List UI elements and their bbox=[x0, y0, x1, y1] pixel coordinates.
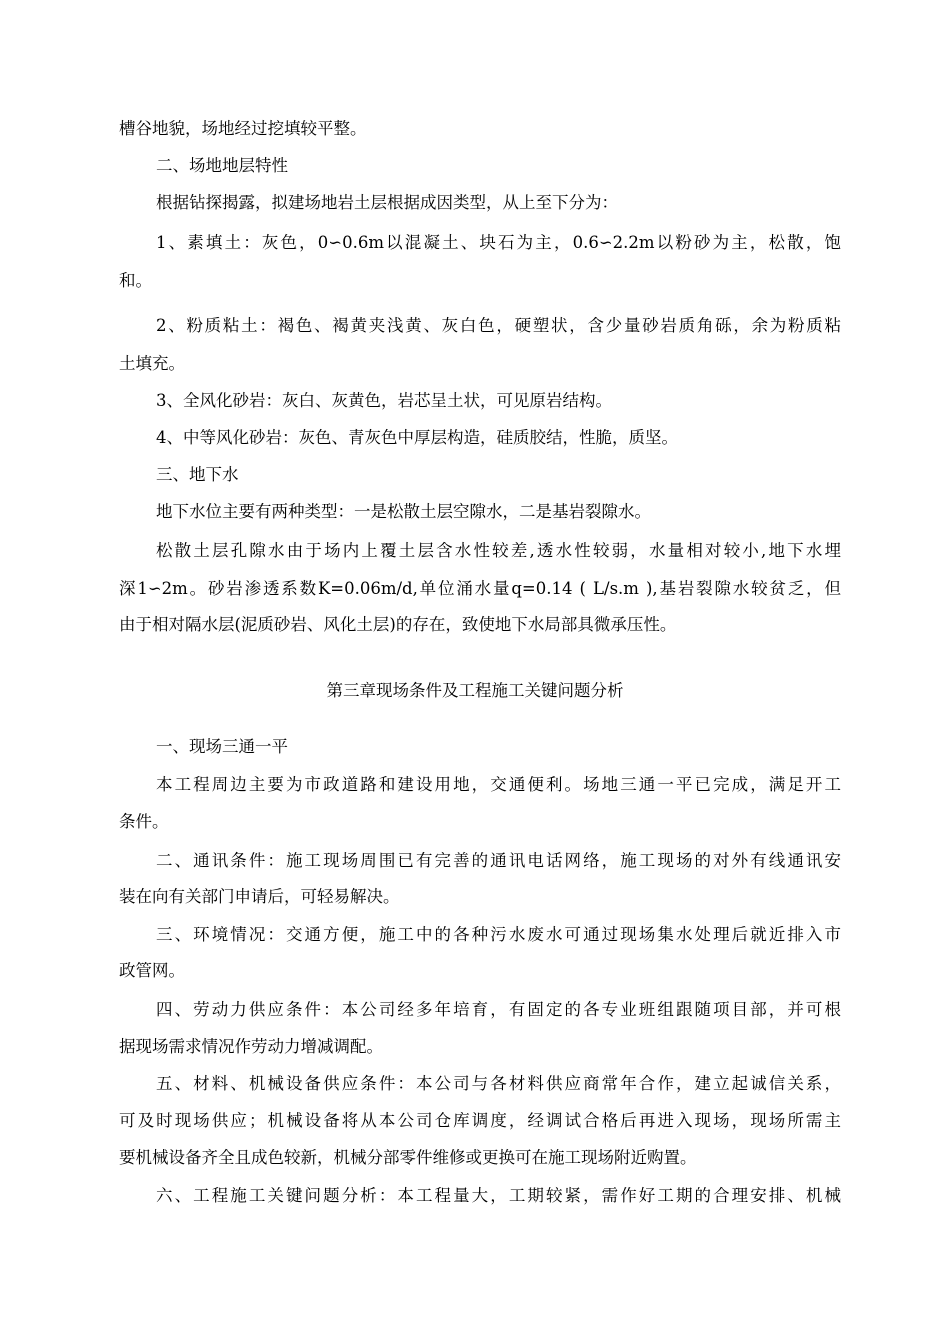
list-item-line: 3、全风化砂岩：灰白、灰黄色，岩芯呈土状，可见原岩结构。 bbox=[156, 391, 612, 410]
list-item-line: 土填充。 bbox=[119, 354, 185, 373]
paragraph-line: 根据钻探揭露，拟建场地岩土层根据成因类型，从上至下分为： bbox=[156, 193, 618, 212]
paragraph-line: 要机械设备齐全且成色较新，机械分部零件维修或更换可在施工现场附近购置。 bbox=[119, 1148, 697, 1167]
paragraph-line: 六、工程施工关键问题分析：本工程量大，工期较紧，需作好工期的合理安排、机械 bbox=[156, 1186, 841, 1205]
chapter-title: 第三章现场条件及工程施工关键问题分析 bbox=[326, 681, 624, 700]
paragraph-line: 条件。 bbox=[119, 812, 169, 831]
list-item-line: 2、粉质粘土：褐色、褐黄夹浅黄、灰白色，硬塑状，含少量砂岩质角砾，余为粉质粘 bbox=[156, 316, 841, 335]
section-heading-site: 一、现场三通一平 bbox=[156, 737, 288, 756]
paragraph-line: 本工程周边主要为市政道路和建设用地，交通便利。场地三通一平已完成，满足开工 bbox=[156, 775, 841, 794]
paragraph-line: 三、环境情况：交通方便，施工中的各种污水废水可通过现场集水处理后就近排入市 bbox=[156, 925, 841, 944]
paragraph-line: 四、劳动力供应条件：本公司经多年培育，有固定的各专业班组跟随项目部，并可根 bbox=[156, 1000, 841, 1019]
list-item-line: 和。 bbox=[119, 271, 152, 290]
paragraph-line: 可及时现场供应；机械设备将从本公司仓库调度，经调试合格后再进入现场，现场所需主 bbox=[119, 1111, 841, 1130]
section-heading-groundwater: 三、地下水 bbox=[156, 465, 239, 484]
paragraph-line: 地下水位主要有两种类型：一是松散土层空隙水，二是基岩裂隙水。 bbox=[156, 502, 651, 521]
list-item-line: 4、中等风化砂岩：灰色、青灰色中厚层构造，硅质胶结，性脆，质坚。 bbox=[156, 428, 678, 447]
paragraph-continuation-line: 槽谷地貌，场地经过挖填较平整。 bbox=[119, 119, 367, 138]
paragraph-line: 据现场需求情况作劳动力增减调配。 bbox=[119, 1037, 383, 1056]
paragraph-line: 五、材料、机械设备供应条件：本公司与各材料供应商常年合作，建立起诚信关系， bbox=[156, 1074, 841, 1093]
section-heading-strata: 二、场地地层特性 bbox=[156, 156, 288, 175]
paragraph-line: 松散土层孔隙水由于场内上覆土层含水性较差,透水性较弱，水量相对较小,地下水埋 bbox=[156, 541, 841, 560]
paragraph-line: 政管网。 bbox=[119, 961, 185, 980]
paragraph-line: 由于相对隔水层(泥质砂岩、风化土层)的存在，致使地下水局部具微承压性。 bbox=[119, 615, 677, 634]
paragraph-line: 装在向有关部门申请后，可轻易解决。 bbox=[119, 887, 400, 906]
list-item-line: 1、素填土：灰色，0∽0.6m以混凝土、块石为主，0.6∽2.2m以粉砂为主，松散，饱 bbox=[156, 233, 841, 252]
paragraph-line: 深1∽2m。砂岩渗透系数K=0.06m/d,单位涌水量q=0.14 ( L/s.m ),基岩裂隙水较贫乏，但 bbox=[119, 579, 841, 598]
paragraph-line: 二、通讯条件：施工现场周围已有完善的通讯电话网络，施工现场的对外有线通讯安 bbox=[156, 851, 841, 870]
